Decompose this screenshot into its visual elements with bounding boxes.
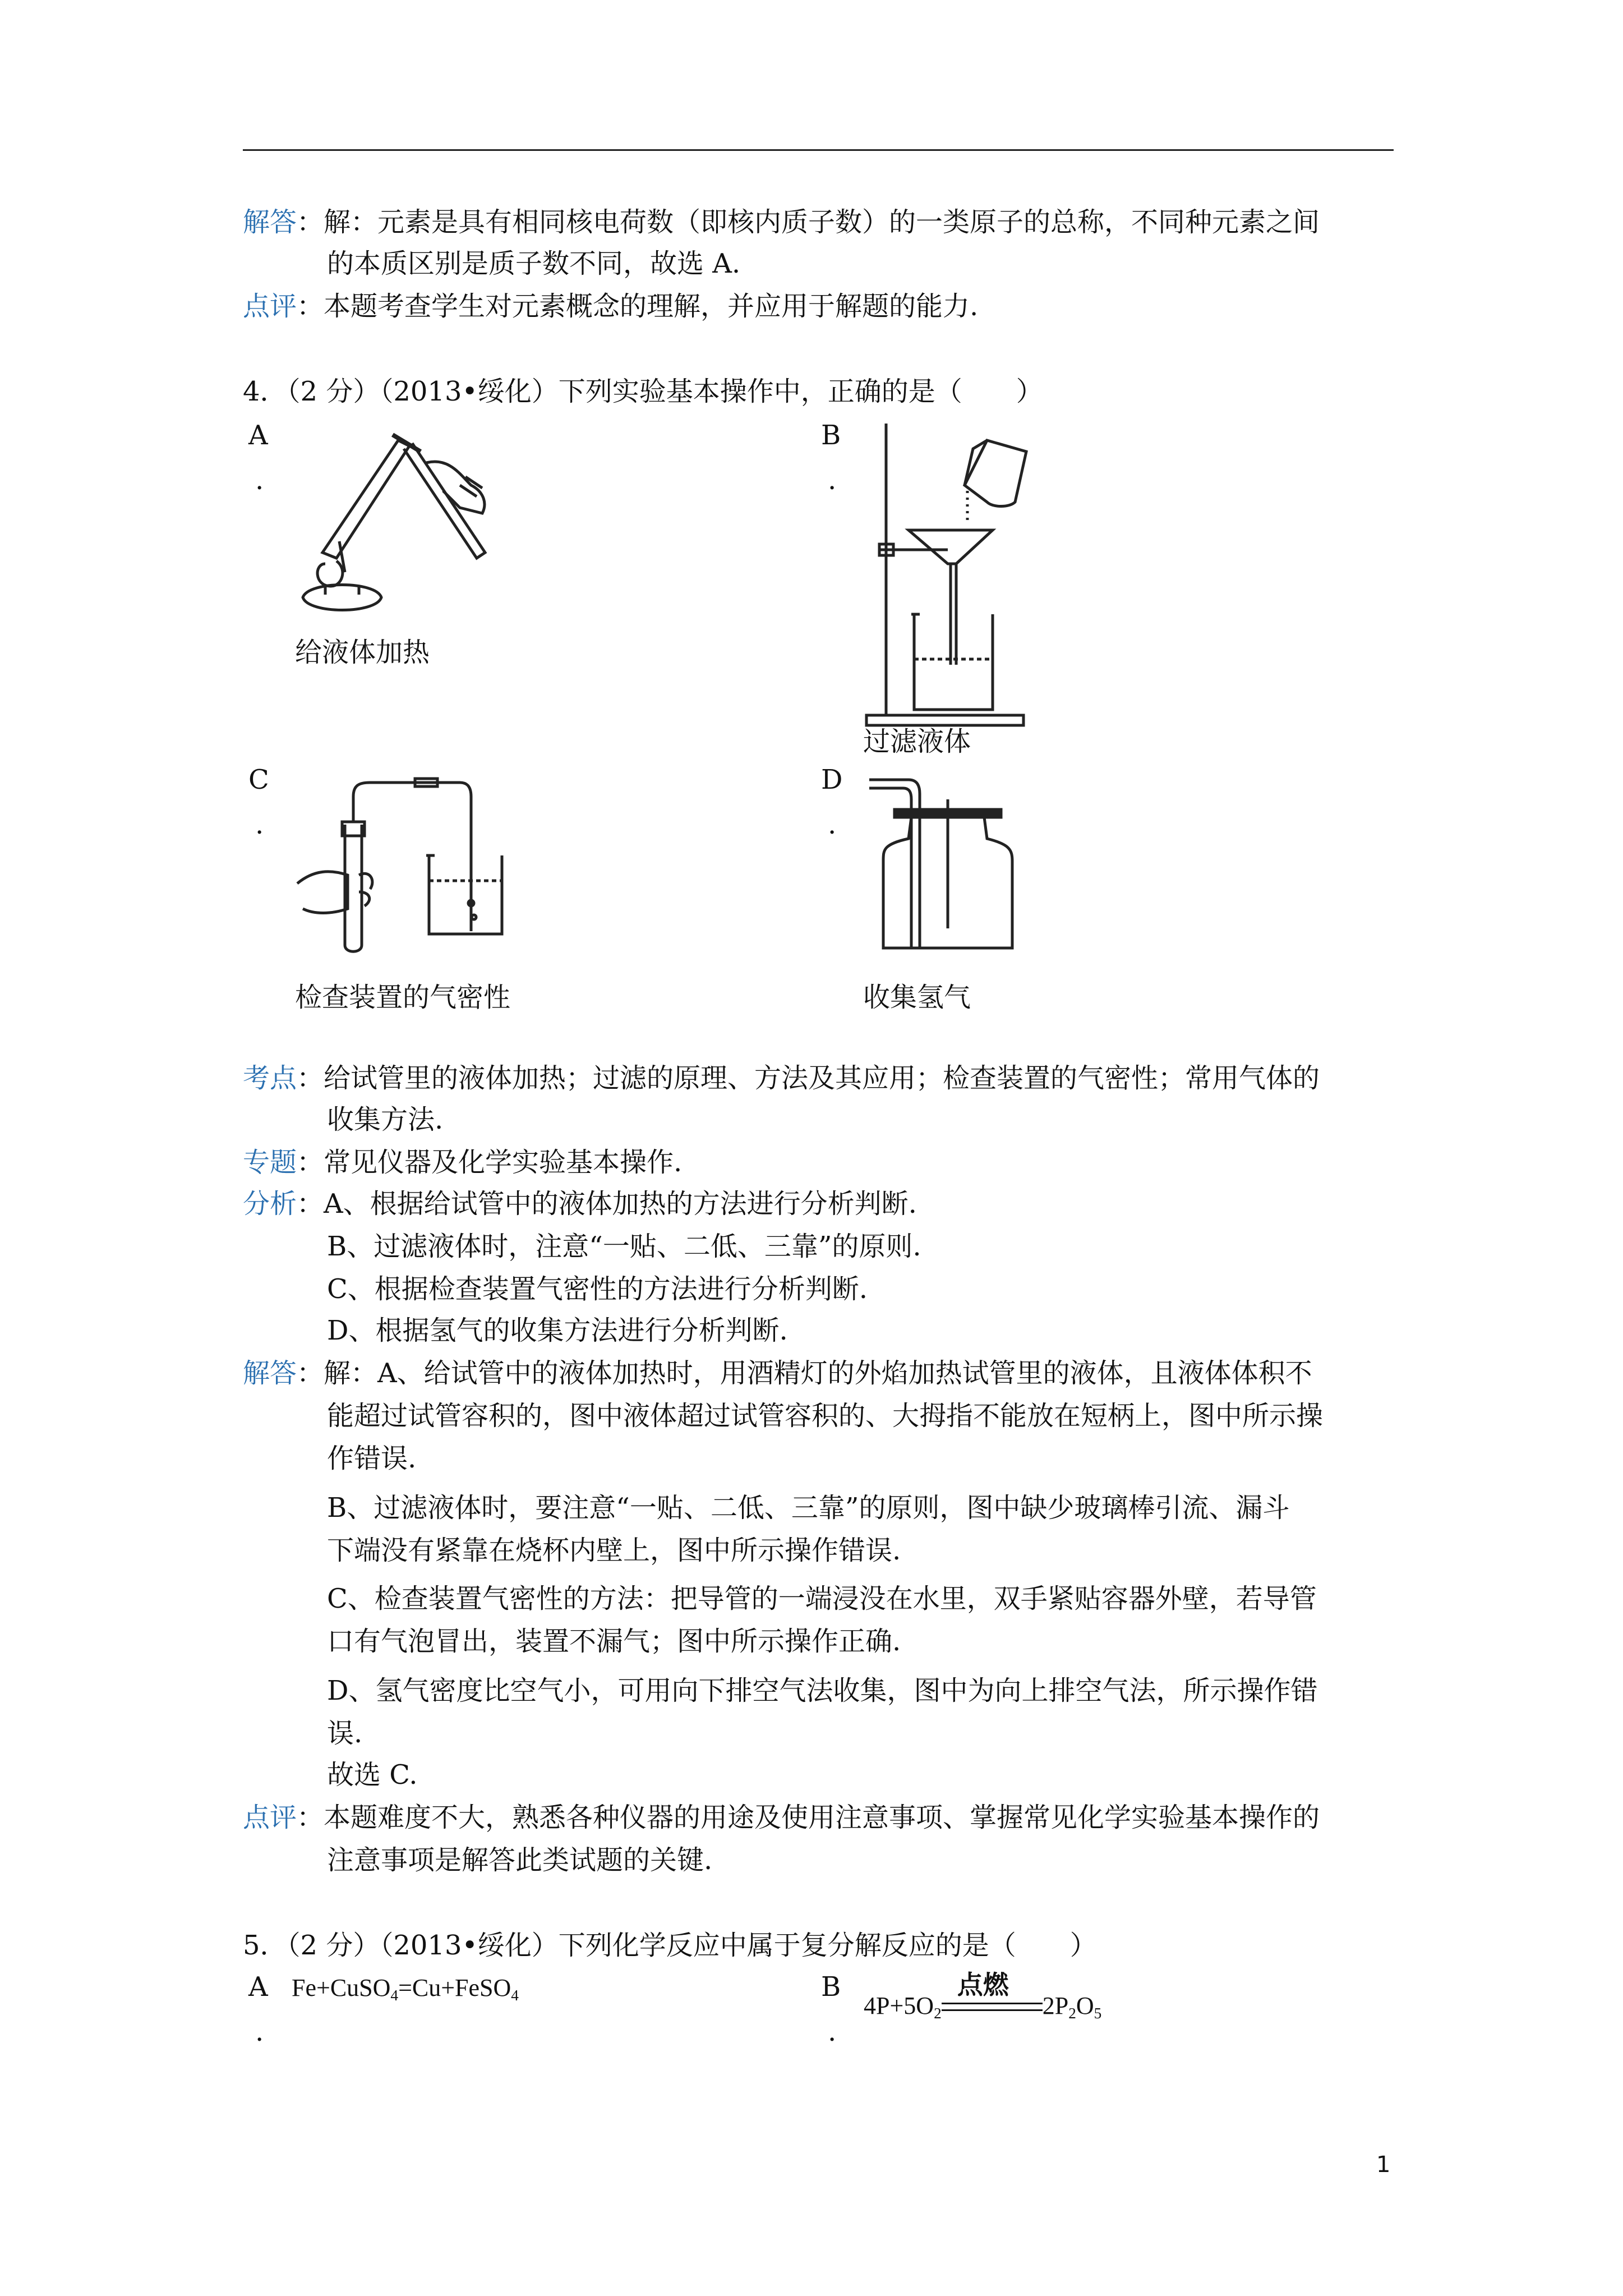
fenxi-line-4: D、根据氢气的收集方法进行分析判断. xyxy=(327,1315,788,1346)
option-b-caption: 过滤液体 xyxy=(863,726,971,757)
eq-b-part-3: O xyxy=(1076,1992,1094,2019)
option-d-dot: . xyxy=(828,809,837,840)
q5-equation-b xyxy=(864,1969,1102,2030)
eq-b-part-1: 4P+5O xyxy=(864,1992,934,2019)
q4-answer-line-2: 能超过试管容积的，图中液体超过试管容积的、大拇指不能放在短柄上，图中所示操 xyxy=(327,1400,1324,1432)
q4-answer-line-4: B、过滤液体时，要注意“一贴、二低、三靠”的原则，图中缺少玻璃棒引流、漏斗 xyxy=(327,1492,1290,1524)
q4-review-line-2: 注意事项是解答此类试题的关键. xyxy=(327,1844,713,1876)
eq-a-sub-1: 4 xyxy=(390,1987,399,2004)
kaodian-line-2: 收集方法. xyxy=(327,1104,444,1135)
option-a-caption: 给液体加热 xyxy=(295,637,430,668)
q4-answer-line-1 xyxy=(243,1356,1312,1390)
q5-equation-a xyxy=(292,1971,519,2012)
q4-review-line-1 xyxy=(243,1801,1320,1834)
q4-review-text-1: ：本题难度不大，熟悉各种仪器的用途及使用注意事项、掌握常见化学实验基本操作的 xyxy=(297,1802,1320,1833)
option-d-letter: D xyxy=(821,764,843,795)
eq-a-part-1: Fe+CuSO xyxy=(292,1974,391,2001)
eq-a-sub-2: 4 xyxy=(511,1987,519,2004)
eq-b-part-2: 2P xyxy=(1042,1992,1069,2019)
q3-review-line xyxy=(243,289,978,323)
q3-answer-line-2: 的本质区别是质子数不同，故选 A. xyxy=(327,248,741,279)
option-a-letter: A xyxy=(248,420,268,451)
q5-stem: 5．（2 分）（2013•绥化）下列化学反应中属于复分解反应的是（ ） xyxy=(243,1930,1097,1961)
q4-answer-line-8: D、氢气密度比空气小，可用向下排空气法收集，图中为向上排空气法，所示操作错 xyxy=(327,1675,1318,1706)
heating-liquid-test-tube-icon xyxy=(292,418,505,620)
q4-answer-line-5: 下端没有紧靠在烧杯内壁上，图中所示操作错误. xyxy=(327,1535,901,1566)
kaodian-line-1 xyxy=(243,1061,1320,1095)
kaodian-text-1: ：给试管里的液体加热；过滤的原理、方法及其应用；检查装置的气密性；常用气体的 xyxy=(297,1062,1320,1094)
option-c-dot: . xyxy=(255,809,264,840)
header-rule xyxy=(243,149,1394,151)
eq-a-part-2: =Cu+FeSO xyxy=(398,1974,511,2001)
option-d-caption: 收集氢气 xyxy=(863,982,971,1013)
filtration-apparatus-icon xyxy=(858,418,1071,732)
q4-answer-line-6: C、检查装置气密性的方法：把导管的一端浸没在水里，双手紧贴容器外壁，若导管 xyxy=(327,1583,1317,1614)
fenxi-line-3: C、根据检查装置气密性的方法进行分析判断. xyxy=(327,1273,868,1305)
zhuanti-text: ：常见仪器及化学实验基本操作. xyxy=(297,1147,683,1178)
option-b-letter: B xyxy=(821,420,841,451)
eq-b-sub-2: 2 xyxy=(1068,2005,1076,2022)
zhuanti-line xyxy=(243,1145,682,1179)
option-a-dot: . xyxy=(255,464,264,496)
answer-tag: 解答 xyxy=(243,206,297,238)
q3-review-text: ：本题考查学生对元素概念的理解，并应用于解题的能力. xyxy=(297,291,979,322)
q3-answer-text-1: ：解：元素是具有相同核电荷数（即核内质子数）的一类原子的总称，不同种元素之间 xyxy=(297,206,1320,238)
q4-answer-line-10: 故选 C. xyxy=(327,1759,418,1791)
fenxi-tag: 分析 xyxy=(243,1188,297,1220)
option-c-caption: 检查装置的气密性 xyxy=(295,982,511,1013)
zhuanti-tag: 专题 xyxy=(243,1147,297,1178)
answer-tag: 解答 xyxy=(243,1358,297,1389)
kaodian-tag: 考点 xyxy=(243,1062,297,1094)
q5-option-b-dot: . xyxy=(828,2016,837,2047)
option-b-dot: . xyxy=(828,464,837,496)
q5-option-b-letter: B xyxy=(821,1971,841,2003)
airtightness-check-icon xyxy=(292,769,527,959)
q4-answer-line-3: 作错误. xyxy=(327,1443,417,1474)
fenxi-line-1 xyxy=(243,1187,917,1221)
eq-b-sub-3: 5 xyxy=(1094,2005,1102,2022)
fenxi-line-2: B、过滤液体时，注意“一贴、二低、三靠”的原则. xyxy=(327,1231,921,1262)
condition-label: 点燃 xyxy=(957,1969,1009,2000)
review-tag: 点评 xyxy=(243,291,297,322)
reaction-condition xyxy=(942,1969,1043,2019)
gas-collection-bottle-icon xyxy=(864,766,1032,956)
q5-option-a-letter: A xyxy=(248,1971,268,2003)
q4-answer-text-1: ：解：A、给试管中的液体加热时，用酒精灯的外焰加热试管里的液体，且液体体积不 xyxy=(297,1358,1312,1389)
q3-answer-line-1 xyxy=(243,205,1320,239)
eq-b-sub-1: 2 xyxy=(934,2005,942,2022)
review-tag: 点评 xyxy=(243,1802,297,1833)
option-c-letter: C xyxy=(248,764,269,795)
fenxi-text-1: ：A、根据给试管中的液体加热的方法进行分析判断. xyxy=(297,1188,917,1220)
page-number: 1 xyxy=(1376,2152,1391,2178)
q4-stem: 4．（2 分）（2013•绥化）下列实验基本操作中，正确的是（ ） xyxy=(243,376,1043,407)
q5-option-a-dot: . xyxy=(255,2016,264,2047)
q4-answer-line-7: 口有气泡冒出，装置不漏气；图中所示操作正确. xyxy=(327,1626,901,1657)
q4-answer-line-9: 误. xyxy=(327,1718,363,1749)
